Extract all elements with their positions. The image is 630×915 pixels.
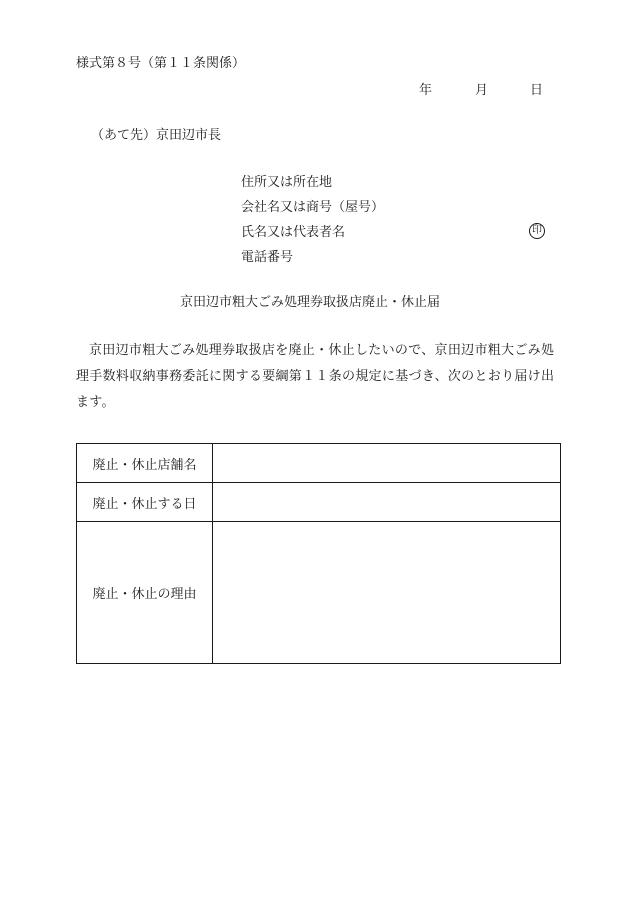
body-paragraph: 京田辺市粗大ごみ処理券取扱店を廃止・休止したいので、京田辺市粗大ごみ処理手数料収納事務委託に関する要綱第１１条の規定に基づき、次のとおり届け出ます。	[76, 343, 555, 410]
addressee: （あて先）京田辺市長	[91, 128, 222, 143]
applicant-name-label: 氏名又は代表者名	[241, 225, 346, 240]
table-row-date	[77, 483, 561, 522]
form-number: 様式第８号（第１１条関係）	[76, 56, 246, 71]
reason-label: 廃止・休止の理由	[77, 522, 213, 664]
closure-date-label: 廃止・休止する日	[77, 483, 213, 522]
store-name-field[interactable]	[213, 444, 561, 483]
info-table	[76, 443, 561, 664]
applicant-address-label: 住所又は所在地	[241, 175, 333, 190]
table-row-store-name	[77, 444, 561, 483]
date-day-label: 日	[530, 83, 544, 98]
store-name-label: 廃止・休止店舗名	[77, 444, 213, 483]
document-title: 京田辺市粗大ごみ処理券取扱店廃止・休止届	[180, 295, 441, 310]
table-row-reason	[77, 522, 561, 664]
seal-icon: 印	[529, 223, 545, 239]
date-year-label: 年	[419, 83, 433, 98]
applicant-phone-label: 電話番号	[241, 250, 294, 265]
closure-date-field[interactable]	[213, 483, 561, 522]
applicant-company-label: 会社名又は商号（屋号）	[241, 200, 385, 215]
date-month-label: 月	[475, 83, 489, 98]
reason-field[interactable]	[213, 522, 561, 664]
